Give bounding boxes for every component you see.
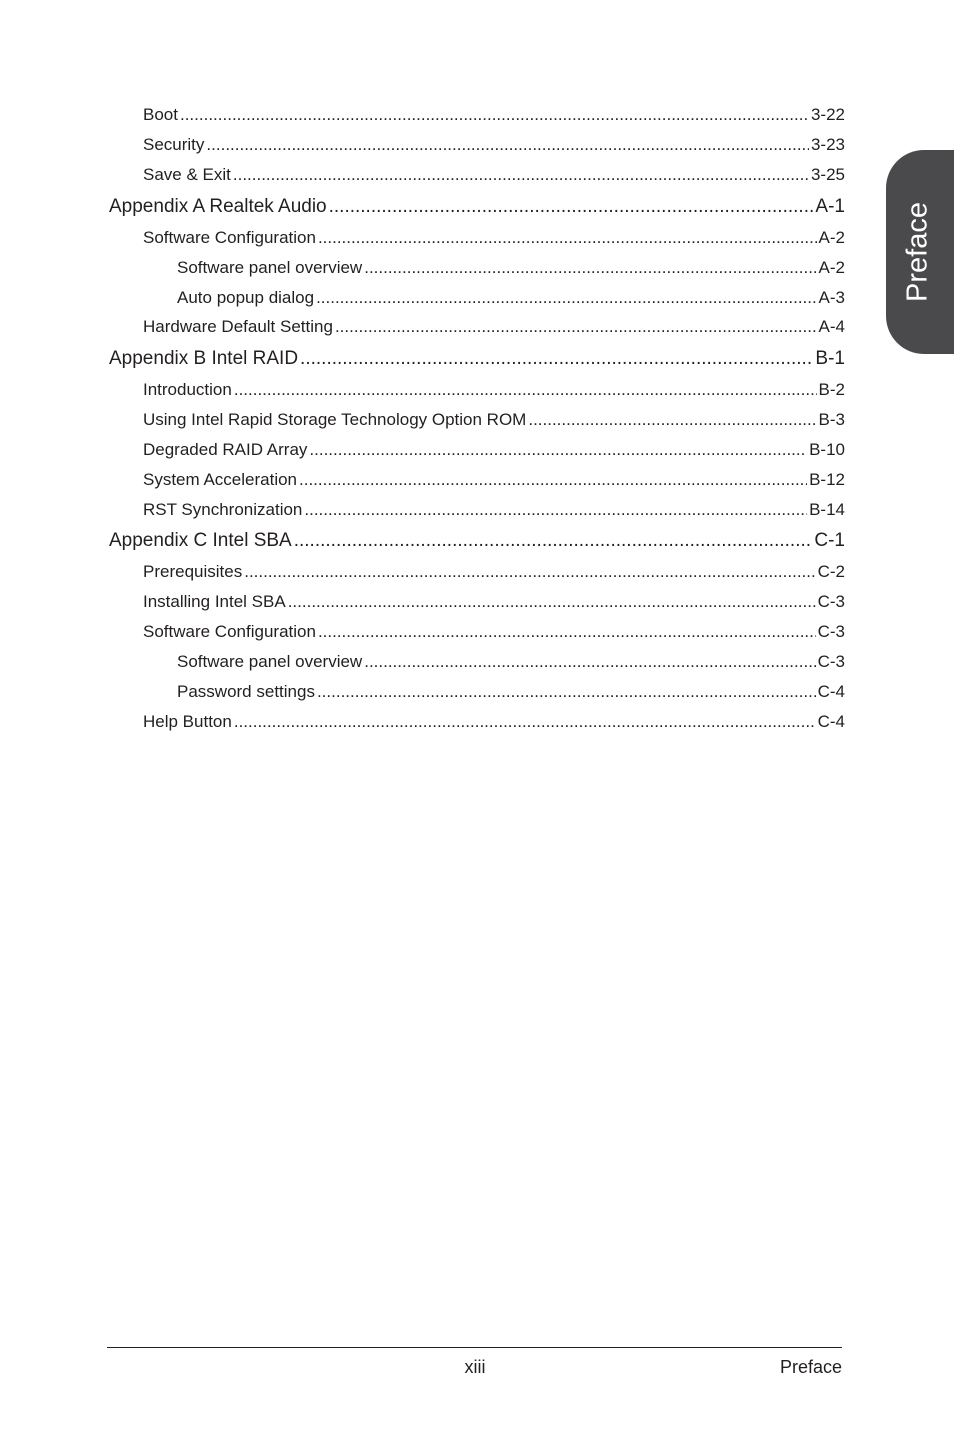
toc-dot-leader	[318, 225, 817, 251]
toc-entry-title: Software Configuration	[143, 622, 316, 641]
toc-section-heading[interactable]	[109, 194, 845, 220]
toc-entry-title: Installing Intel SBA	[143, 592, 286, 611]
toc-entry[interactable]	[143, 225, 845, 251]
toc-entry[interactable]	[143, 497, 845, 523]
toc-section-heading[interactable]	[109, 346, 845, 372]
toc-entry[interactable]	[143, 589, 845, 615]
toc-entry[interactable]	[143, 314, 845, 340]
toc-entry-page: A-3	[818, 288, 845, 307]
toc-entry-title: Software Configuration	[143, 228, 316, 247]
toc-dot-leader	[206, 132, 809, 158]
toc-entry-title: RST Synchronization	[143, 500, 303, 519]
toc-entry[interactable]	[143, 132, 845, 158]
toc-entry[interactable]	[143, 709, 845, 735]
toc-dot-leader	[309, 437, 807, 463]
toc-entry-title: Appendix C Intel SBA	[109, 530, 292, 551]
toc-entry[interactable]	[143, 162, 845, 188]
toc-dot-leader	[234, 377, 817, 403]
toc-entry[interactable]	[143, 102, 845, 128]
toc-entry-page: C-3	[817, 652, 845, 671]
toc-entry-page: B-2	[818, 380, 845, 399]
toc-entry-page: C-2	[817, 562, 845, 581]
toc-entry-page: B-1	[815, 348, 845, 369]
toc-entry[interactable]	[177, 255, 845, 281]
toc-dot-leader	[316, 285, 816, 311]
toc-dot-leader	[335, 314, 817, 340]
toc-dot-leader	[318, 619, 816, 645]
toc-dot-leader	[288, 589, 816, 615]
toc-entry-page: C-3	[817, 622, 845, 641]
toc-entry-page: B-10	[809, 440, 845, 459]
toc-section-heading[interactable]	[109, 528, 845, 554]
footer-divider	[107, 1347, 842, 1348]
toc-entry[interactable]	[143, 407, 845, 433]
section-side-tab-label: Preface	[901, 202, 934, 302]
toc-entry-page: A-1	[815, 196, 845, 217]
toc-entry-page: 3-25	[810, 165, 845, 184]
toc-dot-leader	[233, 162, 809, 188]
toc-entry-page: A-2	[818, 258, 845, 277]
toc-entry[interactable]	[143, 467, 845, 493]
footer-section-name: Preface	[779, 1357, 842, 1377]
toc-entry-title: Hardware Default Setting	[143, 317, 333, 336]
toc-entry-page: C-4	[817, 712, 845, 731]
toc-dot-leader	[234, 709, 816, 735]
toc-entry-title: Appendix A Realtek Audio	[109, 196, 327, 217]
toc-dot-leader	[364, 255, 816, 281]
toc-entry-page: 3-22	[810, 105, 845, 124]
toc-dot-leader	[364, 649, 815, 675]
toc-entry-page: C-4	[817, 682, 845, 701]
toc-entry-title: Boot	[143, 105, 178, 124]
toc-entry-title: System Acceleration	[143, 470, 298, 489]
toc-entry[interactable]	[177, 285, 845, 311]
toc-entry[interactable]	[143, 619, 845, 645]
footer-page-number: xiii	[464, 1357, 486, 1377]
toc-dot-leader	[304, 497, 807, 523]
toc-entry-title: Prerequisites	[143, 562, 243, 581]
toc-entry-title: Auto popup dialog	[177, 288, 315, 307]
toc-entry-title: Software panel overview	[177, 652, 363, 671]
toc-entry[interactable]	[177, 679, 845, 705]
toc-entry-page: A-4	[818, 317, 845, 336]
toc-entry-title: Introduction	[143, 380, 232, 399]
toc-entry-title: Password settings	[177, 682, 315, 701]
toc-entry-title: Help Button	[143, 712, 232, 731]
toc-entry-title: Software panel overview	[177, 258, 363, 277]
toc-entry-title: Using Intel Rapid Storage Technology Option ROM	[143, 410, 527, 429]
toc-entry-page: C-3	[817, 592, 845, 611]
toc-dot-leader	[299, 467, 807, 493]
toc-entry-page: B-14	[809, 500, 845, 519]
toc-entry[interactable]	[143, 437, 845, 463]
toc-dot-leader	[317, 679, 816, 705]
toc-entry-page: A-2	[818, 228, 845, 247]
toc-entry-page: B-12	[809, 470, 845, 489]
toc-entry-title: Save & Exit	[143, 165, 231, 184]
toc-entry-title: Appendix B Intel RAID	[109, 348, 299, 369]
toc-entry-page: C-1	[814, 530, 845, 551]
toc-dot-leader	[180, 102, 809, 128]
toc-entry[interactable]	[177, 649, 845, 675]
toc-dot-leader	[294, 528, 813, 554]
toc-entry[interactable]	[143, 559, 845, 585]
toc-dot-leader	[528, 407, 816, 433]
toc-entry-title: Security	[143, 135, 205, 154]
section-side-tab	[886, 150, 954, 354]
toc-dot-leader	[244, 559, 815, 585]
toc-dot-leader	[329, 194, 814, 220]
toc-entry[interactable]	[143, 377, 845, 403]
toc-entry-page: 3-23	[810, 135, 845, 154]
toc-entry-title: Degraded RAID Array	[143, 440, 308, 459]
toc-entry-page: B-3	[818, 410, 845, 429]
toc-dot-leader	[300, 346, 813, 372]
